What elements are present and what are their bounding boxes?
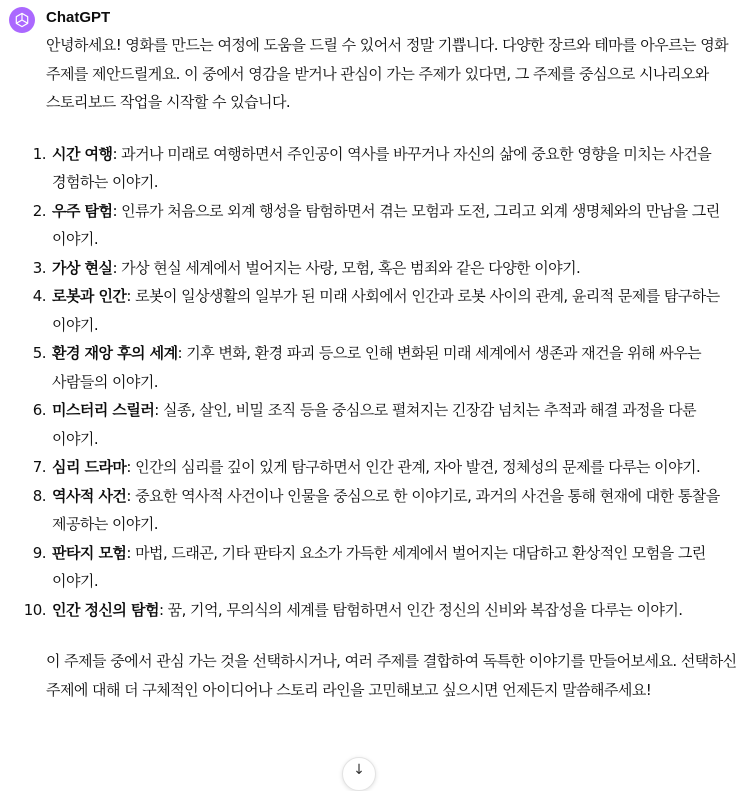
openai-logo-icon [13,11,31,29]
list-number: 5. [32,344,46,362]
topic-description: : 과거나 미래로 여행하면서 주인공이 역사를 바꾸거나 자신의 삶에 중요한 영향을 미치는 사건을 경험하는 이야기. [52,144,712,191]
topic-title: 가상 현실 [52,258,113,277]
chatgpt-avatar [9,7,35,33]
list-item [32,254,740,283]
list-item [32,396,740,453]
list-number: 4. [32,287,46,305]
topic-description: : 인류가 처음으로 외계 행성을 탐험하면서 겪는 모험과 도전, 그리고 외계 생명체와의 만남을 그린 이야기. [52,201,720,248]
list-number: 7. [32,458,46,476]
outro-paragraph: 이 주제들 중에서 관심 가는 것을 선택하시거나, 여러 주제를 결합하여 독특한 이야기를 만들어보세요. 선택하신 주제에 대해 더 구체적인 아이디어나 스토리 라인을 고민해보고 싶으시면 언제든지 말씀해주세요! [46,652,737,699]
topic-description: : 가상 현실 세계에서 벌어지는 사랑, 모험, 혹은 범죄와 같은 다양한 이야기. [112,258,581,277]
list-number: 6. [32,401,46,419]
topic-description: : 마법, 드래곤, 기타 판타지 요소가 가득한 세계에서 벌어지는 대담하고 환상적인 모험을 그린 이야기. [52,543,706,590]
list-item [32,140,740,197]
scroll-to-bottom-button[interactable] [342,757,376,791]
topic-title: 미스터리 스릴러 [52,401,155,419]
topic-title: 우주 탐험 [52,201,113,220]
topic-title: 심리 드라마 [52,458,127,476]
topic-title: 시간 여행 [52,144,113,163]
list-item [32,339,740,396]
list-item [32,482,740,539]
topic-description: : 기후 변화, 환경 파괴 등으로 인해 변화된 미래 세계에서 생존과 재건을 위해 싸우는 사람들의 이야기. [52,344,702,391]
list-item [32,453,740,482]
topic-list [23,140,740,625]
list-item [23,596,740,625]
list-number: 8. [32,486,46,505]
arrow-down-icon: ↓ [353,762,365,778]
topic-title: 역사적 사건 [52,486,127,505]
list-number: 2. [32,201,46,220]
topic-title: 인간 정신의 탐험 [52,600,159,619]
topic-description: : 로봇이 일상생활의 일부가 된 미래 사회에서 인간과 로봇 사이의 관계, 윤리적 문제를 탐구하는 이야기. [52,287,720,334]
topic-description: : 인간의 심리를 깊이 있게 탐구하면서 인간 관계, 자아 발견, 정체성의 문제를 다루는 이야기. [126,458,701,476]
intro-paragraph: 안녕하세요! 영화를 만드는 여정에 도움을 드릴 수 있어서 정말 기쁩니다. 다양한 장르와 테마를 아우르는 영화 주제를 제안드릴게요. 이 중에서 영감을 받거나 관심이 가는 주제가 있다면, 그 주제를 중심으로 시나리오와 스토리보드 작업을 시작할 수 있습니다. [46,36,729,111]
list-item [32,539,740,596]
topic-description: : 실종, 살인, 비밀 조직 등을 중심으로 펼쳐지는 긴장감 넘치는 추적과 해결 과정을 다룬 이야기. [52,401,697,448]
list-number: 9. [32,543,46,562]
message-content [23,31,740,704]
topic-title: 판타지 모험 [52,543,127,562]
message-author: ChatGPT [46,9,111,26]
topic-title: 환경 재앙 후의 세계 [52,344,178,362]
list-item [32,282,740,339]
list-number: 3. [32,258,46,277]
topic-title: 로봇과 인간 [52,287,127,305]
topic-description: : 중요한 역사적 사건이나 인물을 중심으로 한 이야기로, 과거의 사건을 통해 현재에 대한 통찰을 제공하는 이야기. [52,486,720,533]
topic-description: : 꿈, 기억, 무의식의 세계를 탐험하면서 인간 정신의 신비와 복잡성을 다루는 이야기. [158,600,683,619]
list-number: 1. [32,144,46,163]
list-number: 10. [23,600,46,619]
list-item [32,197,740,254]
